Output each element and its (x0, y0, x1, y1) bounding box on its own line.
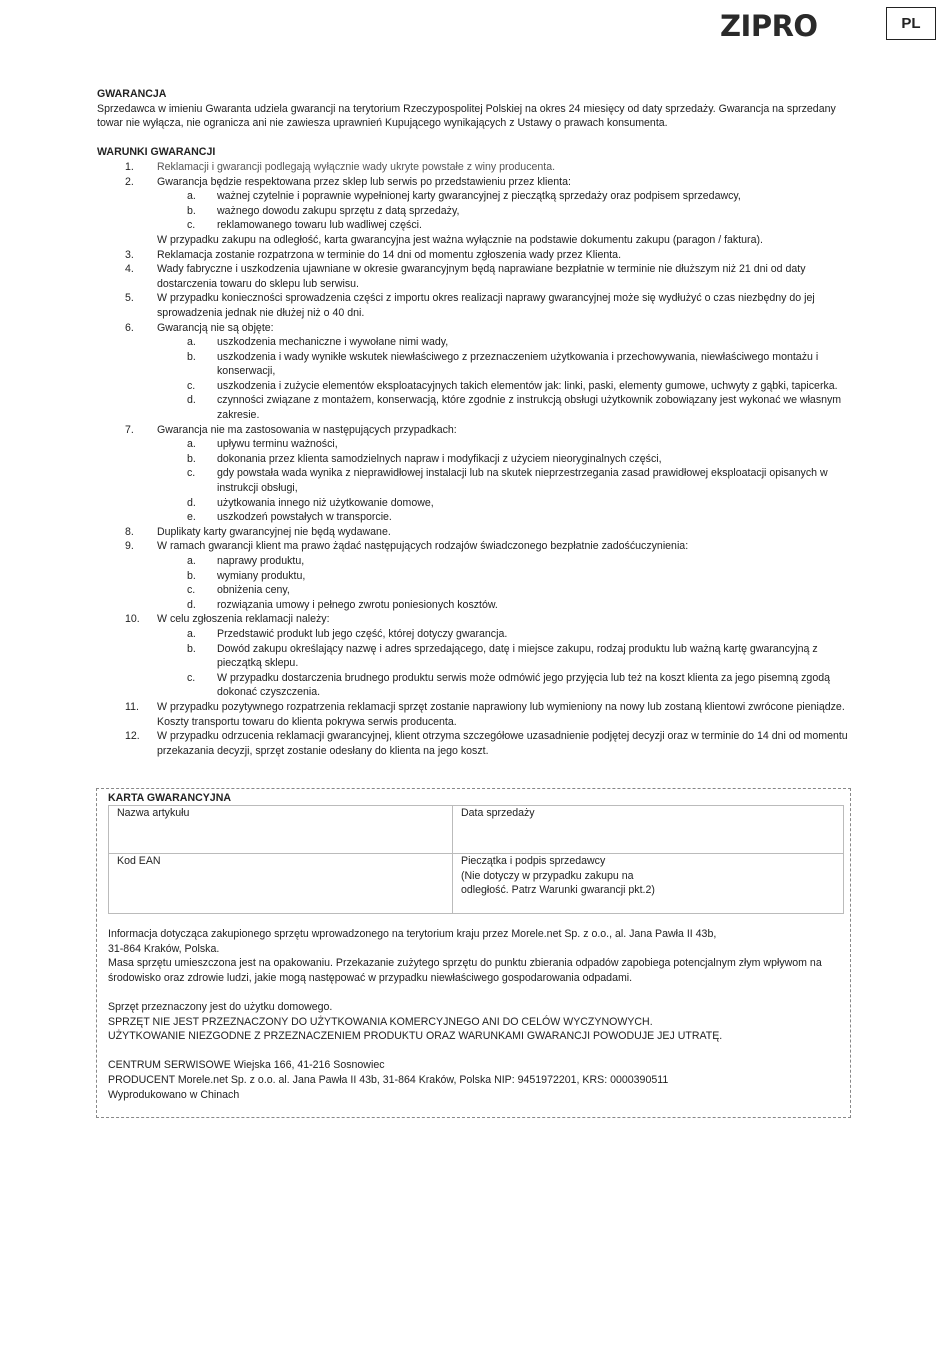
subitem-letter: a. (187, 438, 196, 451)
subitem-text: W przypadku dostarczenia brudnego produktu serwis może odmówić jego przyjęcia lub też na koszt klienta za jego pisemną zgodą dokonać czyszczenia. (217, 671, 830, 699)
home-use-line: Sprzęt przeznaczony jest do użytku domowego. (108, 1000, 333, 1013)
info-line: Masa sprzętu umieszczona jest na opakowaniu. Przekazanie zużytego sprzętu do punktu zbierania odpadów zapobiega potencjalnym złym wpływom na środowisko oraz zdrowie ludzi, jakie mogą następować w przypadku niewłaściwego gospodarowania odpadami. (108, 957, 822, 984)
condition-item (97, 291, 857, 320)
condition-subitem (157, 554, 857, 569)
condition-text: Duplikaty karty gwarancyjnej nie będą wydawane. (157, 525, 391, 538)
condition-subitem (157, 218, 857, 233)
condition-text: W przypadku pozytywnego rozpatrzenia reklamacji sprzęt zostanie naprawiony lub wymieniony na nowy lub zostaną klientowi zwrócone pieniądze. Koszty transportu towaru do klienta pokrywa serwis producenta. (157, 700, 845, 728)
condition-subitem (157, 335, 857, 350)
made-in: Wyprodukowano w Chinach (108, 1088, 240, 1101)
condition-subitem (157, 379, 857, 394)
ean-label: Kod EAN (117, 855, 161, 867)
condition-text: Gwarancją nie są objęte: (157, 321, 274, 334)
condition-number: 5. (125, 292, 134, 305)
condition-item (97, 160, 857, 175)
subitem-text: gdy powstała wada wynika z nieprawidłowej instalacji lub na skutek nieprzestrzegania zasad prawidłowej eksploatacji opisanych w instrukcji obsługi, (217, 467, 828, 495)
subitem-letter: c. (187, 671, 196, 684)
subitem-text: upływu terminu ważności, (217, 438, 338, 451)
subitem-text: dokonania przez klienta samodzielnych napraw i modyfikacji z użyciem nieoryginalnych części, (217, 452, 662, 465)
subitem-text: ważnego dowodu zakupu sprzętu z datą sprzedaży, (217, 204, 460, 217)
subitem-letter: d. (187, 496, 196, 509)
guarantee-title: GWARANCJA (97, 88, 167, 100)
condition-text: W przypadku konieczności sprowadzenia części z importu okres realizacji naprawy gwarancyjnej może się wydłużyć o czas niezbędny do jej sprowadzenia jednak nie dłużej niż o 40 dni. (157, 292, 815, 319)
subitem-text: reklamowanego towaru lub wadliwej części. (217, 219, 422, 232)
condition-text: W celu zgłoszenia reklamacji należy: (157, 613, 330, 626)
subitem-letter: c. (187, 584, 196, 597)
condition-item (97, 423, 857, 525)
condition-subitem (157, 671, 857, 700)
condition-text: Reklamacji i gwarancji podlegają wyłącznie wady ukryte powstałe z winy producenta. (157, 160, 556, 173)
condition-subitem (157, 204, 857, 219)
card-table (108, 805, 844, 914)
condition-text: Gwarancja będzie respektowana przez sklep lub serwis po przedstawieniu przez klienta: (157, 175, 571, 188)
condition-number: 11. (125, 700, 139, 713)
card-title: KARTA GWARANCYJNA (108, 792, 232, 804)
condition-item (97, 321, 857, 423)
subitem-letter: b. (187, 452, 196, 465)
home-use-line: UŻYTKOWANIE NIEZGODNE Z PRZEZNACZENIEM PRODUKTU ORAZ WARUNKAMI GWARANCJI POWODUJE JEJ UTRATĘ. (108, 1030, 723, 1043)
condition-subitem (157, 598, 857, 613)
condition-subitem (157, 350, 857, 379)
condition-subitem (157, 393, 857, 422)
conditions-list (97, 160, 857, 758)
condition-number: 3. (125, 248, 134, 261)
subitem-letter: b. (187, 204, 196, 217)
subitem-letter: a. (187, 555, 196, 567)
conditions-title: WARUNKI GWARANCJI (97, 146, 216, 159)
subitem-text: czynności związane z montażem, konserwacją, które zgodnie z instrukcją obsługi użytkownik zobowiązany jest wykonać we własnym zakresie. (217, 394, 842, 422)
subitem-text: obniżenia ceny, (217, 584, 290, 597)
condition-item (97, 248, 857, 263)
producer: PRODUCENT Morele.net Sp. z o.o. al. Jana Pawła II 43b, 31-864 Kraków, Polska NIP: 9451972201, KRS: 0000390511 (108, 1073, 669, 1086)
condition-number: 7. (125, 423, 134, 436)
condition-number: 6. (125, 321, 134, 334)
condition-text: W przypadku odrzucenia reklamacji gwarancyjnej, klient otrzyma szczegółowe uzasadnienie podjętej decyzji oraz w terminie do 14 dni od momentu przekazania decyzji, sprzęt zostanie odesłany do klienta na jego koszt. (157, 730, 848, 757)
subitem-text: uszkodzenia i wady wynikłe wskutek niewłaściwego z przeznaczeniem użytkowania i przechowywania, niewłaściwego montażu i konserwacji, (217, 350, 819, 378)
subitem-letter: c. (187, 379, 196, 392)
condition-item (97, 729, 857, 758)
condition-subitem (157, 510, 857, 525)
product-name-label: Nazwa artykułu (117, 807, 190, 819)
condition-subitem (157, 627, 857, 642)
condition-sublist (157, 189, 857, 233)
condition-number: 8. (125, 525, 134, 538)
subitem-letter: d. (187, 598, 196, 611)
condition-text: Wady fabryczne i uszkodzenia ujawniane w okresie gwarancyjnym będą naprawiane bezpłatnie w terminie nie dłuższym niż 21 dni od daty dostarczenia towaru do sklepu lub serwisu. (157, 263, 806, 290)
subitem-letter: a. (187, 336, 196, 349)
condition-number: 4. (125, 263, 134, 276)
info-line: 31-864 Kraków, Polska. (108, 942, 220, 955)
subitem-text: użytkowania innego niż użytkowanie domowe, (217, 496, 434, 509)
condition-sublist (157, 554, 857, 612)
condition-number: 10. (125, 613, 140, 626)
condition-sublist (157, 335, 857, 423)
condition-number: 2. (125, 175, 134, 188)
condition-note: W przypadku zakupu na odległość, karta gwarancyjna jest ważna wyłącznie na podstawie dokumentu zakupu (paragon / faktura). (157, 233, 763, 246)
condition-number: 12. (125, 730, 140, 743)
home-use-line: SPRZĘT NIE JEST PRZEZNACZONY DO UŻYTKOWANIA KOMERCYJNEGO ANI DO CELÓW WYCZYNOWYCH. (108, 1015, 653, 1028)
subitem-letter: b. (187, 569, 196, 582)
condition-subitem (157, 583, 857, 598)
condition-text: W ramach gwarancji klient ma prawo żądać następujących rodzajów świadczonego bezpłatnie zadośćuczynienia: (157, 540, 689, 553)
subitem-letter: d. (187, 394, 196, 407)
condition-subitem (157, 496, 857, 511)
sale-date-label: Data sprzedaży (461, 807, 535, 819)
subitem-letter: a. (187, 190, 196, 203)
zipro-logo: ZIPRO (720, 9, 818, 43)
card-info (108, 927, 843, 1102)
condition-item (97, 612, 857, 700)
condition-item (97, 539, 857, 612)
subitem-text: Dowód zakupu określający nazwę i adres sprzedającego, datę i miejsce zakupu, rodzaj produktu lub ważną kartę gwarancyjną z pieczątką sklepu. (217, 642, 818, 670)
condition-sublist (157, 627, 857, 700)
condition-subitem (157, 437, 857, 452)
guarantee-text: Sprzedawca w imieniu Gwaranta udziela gwarancji na terytorium Rzeczypospolitej Polskiej na okres 24 miesięcy od daty sprzedaży. Gwarancja na sprzedany towar nie wyłącza, nie ogranicza ani nie zawiesza uprawnień Kupującego wynikających z Ustawy o prawach konsumenta. (97, 102, 836, 130)
seller-stamp-label: Pieczątka i podpis sprzedawcy (Nie dotyczy w przypadku zakupu na odległość. Patrz Warunki gwarancji pkt.2) (461, 855, 655, 897)
condition-subitem (157, 452, 857, 467)
warranty-card (96, 788, 851, 1118)
subitem-letter: c. (187, 467, 196, 480)
subitem-text: wymiany produktu, (217, 569, 306, 582)
condition-text: Reklamacja zostanie rozpatrzona w terminie do 14 dni od momentu zgłoszenia wady przez Klienta. (157, 248, 622, 261)
subitem-text: uszkodzeń powstałych w transporcie. (217, 511, 392, 524)
subitem-text: rozwiązania umowy i pełnego zwrotu poniesionych kosztów. (217, 598, 498, 611)
condition-item (97, 262, 857, 291)
condition-subitem (157, 189, 857, 204)
condition-item (97, 525, 857, 540)
language-badge: PL (886, 7, 936, 40)
subitem-letter: c. (187, 219, 196, 232)
warranty-content (97, 87, 857, 758)
subitem-letter: e. (187, 511, 196, 524)
subitem-text: naprawy produktu, (217, 555, 305, 567)
service-center: CENTRUM SERWISOWE Wiejska 166, 41-216 Sosnowiec (108, 1059, 385, 1072)
subitem-letter: a. (187, 627, 196, 640)
subitem-letter: b. (187, 350, 196, 363)
condition-subitem (157, 569, 857, 584)
condition-number: 9. (125, 540, 134, 553)
condition-subitem (157, 642, 857, 671)
info-line: Informacja dotycząca zakupionego sprzętu wprowadzonego na terytorium kraju przez Morele.net Sp. z o.o., al. Jana Pawła II 43b, (108, 928, 717, 940)
subitem-text: uszkodzenia i zużycie elementów eksploatacyjnych takich elementów jak: linki, paski, elementy gumowe, uchwyty z gąbki, tapicerka. (217, 379, 838, 392)
subitem-text: ważnej czytelnie i poprawnie wypełnionej karty gwarancyjnej z pieczątką sprzedaży oraz podpisem sprzedawcy, (217, 190, 741, 203)
condition-text: Gwarancja nie ma zastosowania w następujących przypadkach: (157, 423, 457, 436)
condition-item (97, 175, 857, 248)
subitem-text: uszkodzenia mechaniczne i wywołane nimi wady, (217, 336, 449, 349)
condition-number: 1. (125, 160, 134, 173)
condition-subitem (157, 466, 857, 495)
condition-sublist (157, 437, 857, 525)
condition-item (97, 700, 857, 729)
subitem-letter: b. (187, 642, 196, 655)
subitem-text: Przedstawić produkt lub jego część, której dotyczy gwarancja. (217, 627, 508, 640)
